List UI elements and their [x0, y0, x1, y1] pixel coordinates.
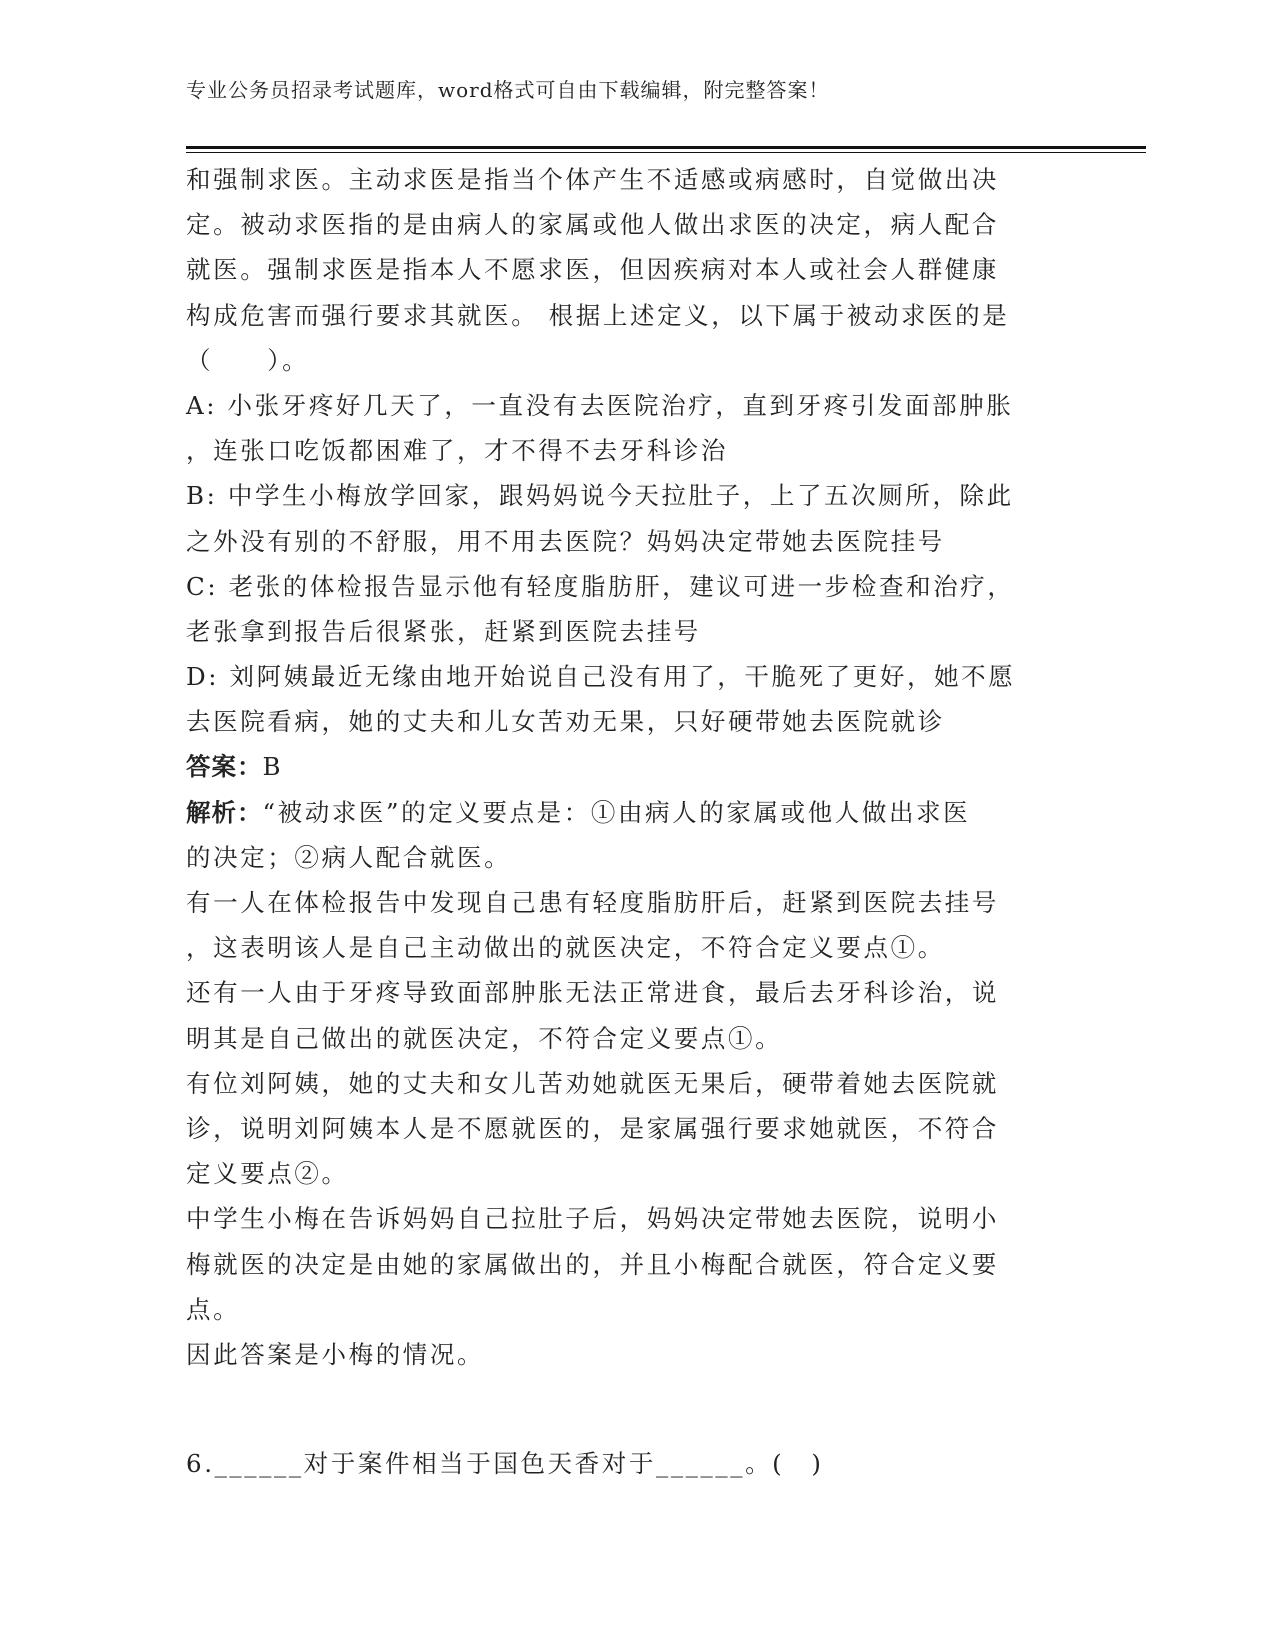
document-body: [186, 157, 1086, 1486]
option-line: ，连张口吃饭都困难了，才不得不去牙科诊治: [186, 436, 728, 466]
stem-line: 和强制求医。主动求医是指当个体产生不适感或病感时，自觉做出决: [186, 165, 999, 194]
analysis-label: 解析：: [186, 797, 263, 827]
option-line: 去医院看病，她的丈夫和儿女苦劝无果，只好硬带她去医院就诊: [186, 707, 945, 737]
analysis-line: 定义要点②。: [186, 1159, 349, 1189]
analysis-line: [186, 790, 1086, 835]
analysis-text: “被动求医”的定义要点是：①由病人的家属或他人做出求医: [262, 797, 971, 827]
answer-value: B: [262, 752, 284, 782]
analysis-line: 诊，说明刘阿姨本人是不愿就医的，是家属强行要求她就医，不符合: [186, 1113, 999, 1143]
analysis-line: 中学生小梅在告诉妈妈自己拉肚子后，妈妈决定带她去医院，说明小: [186, 1204, 999, 1234]
stem-line: 就医。强制求医是指本人不愿求医，但因疾病对本人或社会人群健康: [186, 255, 999, 285]
answer-label: 答案：: [186, 752, 263, 782]
option-d: [186, 654, 1086, 744]
option-line: 之外没有别的不舒服，用不用去医院？妈妈决定带她去医院挂号: [186, 526, 945, 556]
analysis-line: 有一人在体检报告中发现自己患有轻度脂肪肝后，赶紧到医院去挂号: [186, 888, 999, 917]
option-line: C: 老张的体检报告显示他有轻度脂肪肝，建议可进一步检查和治疗，: [186, 571, 1015, 601]
analysis-line: 梅就医的决定是由她的家属做出的，并且小梅配合就医，符合定义要: [186, 1249, 999, 1279]
spacer: [186, 1377, 1086, 1441]
stem-line: 构成危害而强行要求其就医。 根据上述定义，以下属于被动求医的是: [186, 300, 1010, 330]
analysis-line: 因此答案是小梅的情况。: [186, 1339, 485, 1369]
question-stem: [186, 157, 1086, 383]
next-question: 6.______对于案件相当于国色天香对于______。( ): [186, 1449, 824, 1479]
option-c: [186, 564, 1086, 654]
analysis-line: 的决定；②病人配合就医。: [186, 842, 512, 872]
option-line: D: 刘阿姨最近无缘由地开始说自己没有用了，干脆死了更好，她不愿: [186, 662, 1016, 692]
option-line: 老张拿到报告后很紧张，赶紧到医院去挂号: [186, 616, 701, 646]
header-rule-thick: [186, 146, 1146, 149]
analysis-line: 有位刘阿姨，她的丈夫和女儿苦劝她就医无果后，硬带着她去医院就: [186, 1068, 999, 1098]
analysis-line: ，这表明该人是自己主动做出的就医决定，不符合定义要点①。: [186, 933, 945, 963]
stem-line: 定。被动求医指的是由病人的家属或他人做出求医的决定，病人配合: [186, 210, 999, 240]
header-rule-thin: [186, 152, 1146, 153]
option-b: [186, 473, 1086, 563]
option-line: B: 中学生小梅放学回家，跟妈妈说今天拉肚子，上了五次厕所，除此: [186, 481, 1014, 511]
option-a: [186, 383, 1086, 473]
answer-line: [186, 744, 1086, 789]
option-line: A: 小张牙疼好几天了，一直没有去医院治疗，直到牙疼引发面部肿胀: [186, 390, 1014, 420]
analysis-line: 明其是自己做出的就医决定，不符合定义要点①。: [186, 1023, 783, 1053]
analysis-line: 还有一人由于牙疼导致面部肿胀无法正常进食，最后去牙科诊治，说: [186, 978, 999, 1008]
analysis: [186, 790, 1086, 1377]
page-header: 专业公务员招录考试题库，word格式可自由下载编辑，附完整答案！: [186, 78, 830, 102]
analysis-line: 点。: [186, 1294, 241, 1324]
stem-line: （ ）。: [186, 345, 310, 375]
